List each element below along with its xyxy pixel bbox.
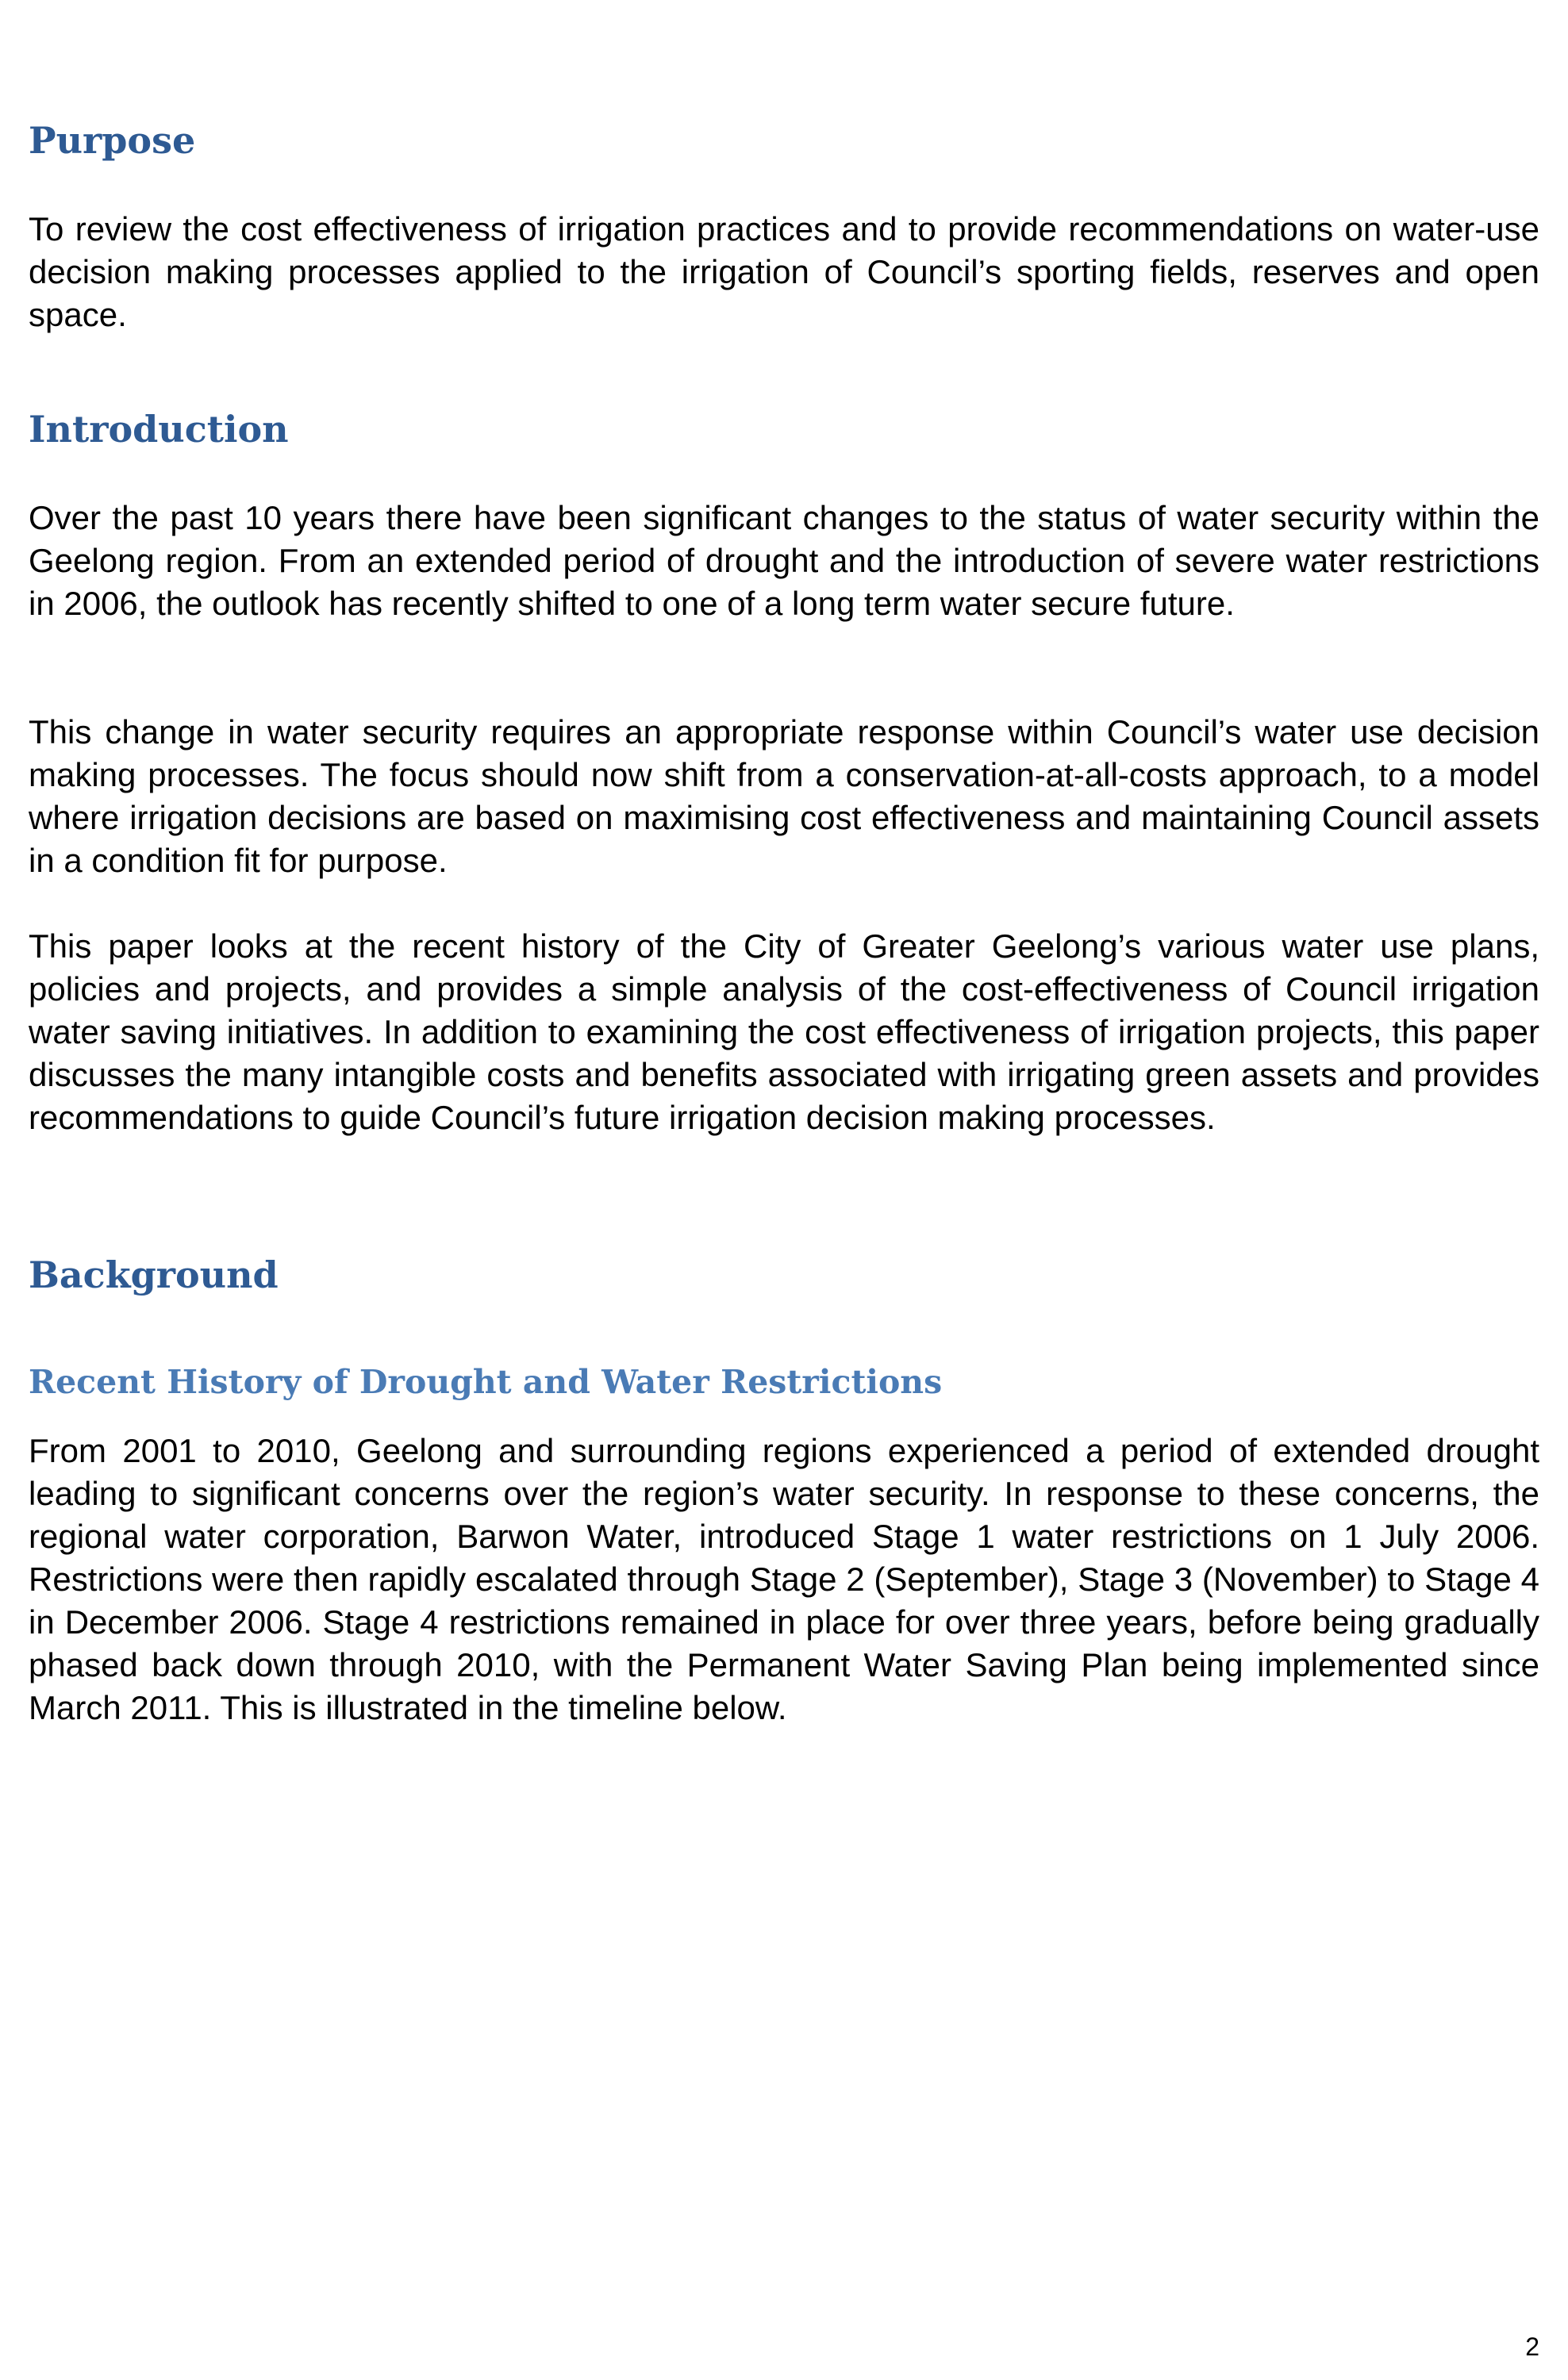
introduction-paragraph-2: This change in water security requires an appropriate response within Council’s water use decision making processes. The focus should now shift from a conservation-at-all-costs approach, to a model where irrigation decisions are based on maximising cost effectiveness and maintaining Council assets in a condition fit for purpose. <box>29 713 1539 879</box>
purpose-paragraph: To review the cost effectiveness of irrigation practices and to provide recommendations on water-use decision making processes applied to the irrigation of Council’s sporting fields, reserves and open space. <box>29 210 1539 333</box>
subsection-heading-drought-history: Recent History of Drought and Water Restrictions <box>29 1363 943 1401</box>
introduction-paragraph-3: This paper looks at the recent history of the City of Greater Geelong’s various water use plans, policies and projects, and provides a simple analysis of the cost-effectiveness of Council irrigation water saving initiatives. In addition to examining the cost effectiveness of irrigation projects, this paper discusses the many intangible costs and benefits associated with irrigating green assets and provides recommendations to guide Council’s future irrigation decision making processes. <box>29 927 1539 1136</box>
page-number: 2 <box>1525 2332 1539 2361</box>
section-heading-background: Background <box>29 1253 279 1296</box>
background-paragraph-1: From 2001 to 2010, Geelong and surrounding regions experienced a period of extended drought leading to significant concerns over the region’s water security. In response to these concerns, the regional water corporation, Barwon Water, introduced Stage 1 water restrictions on 1 July 2006. Restrictions were then rapidly escalated through Stage 2 (September), Stage 3 (November) to Stage 4 in December 2006. Stage 4 restrictions remained in place for over three years, before being gradually phased back down through 2010, with the Permanent Water Saving Plan being implemented since March 2011. This is illustrated in the timeline below. <box>29 1432 1539 1726</box>
introduction-paragraph-1: Over the past 10 years there have been significant changes to the status of water security within the Geelong region. From an extended period of drought and the introduction of severe water restrictions in 2006, the outlook has recently shifted to one of a long term water secure future. <box>29 499 1539 622</box>
section-heading-introduction: Introduction <box>29 408 289 451</box>
section-heading-purpose: Purpose <box>29 119 196 162</box>
document-page <box>29 0 1539 2380</box>
